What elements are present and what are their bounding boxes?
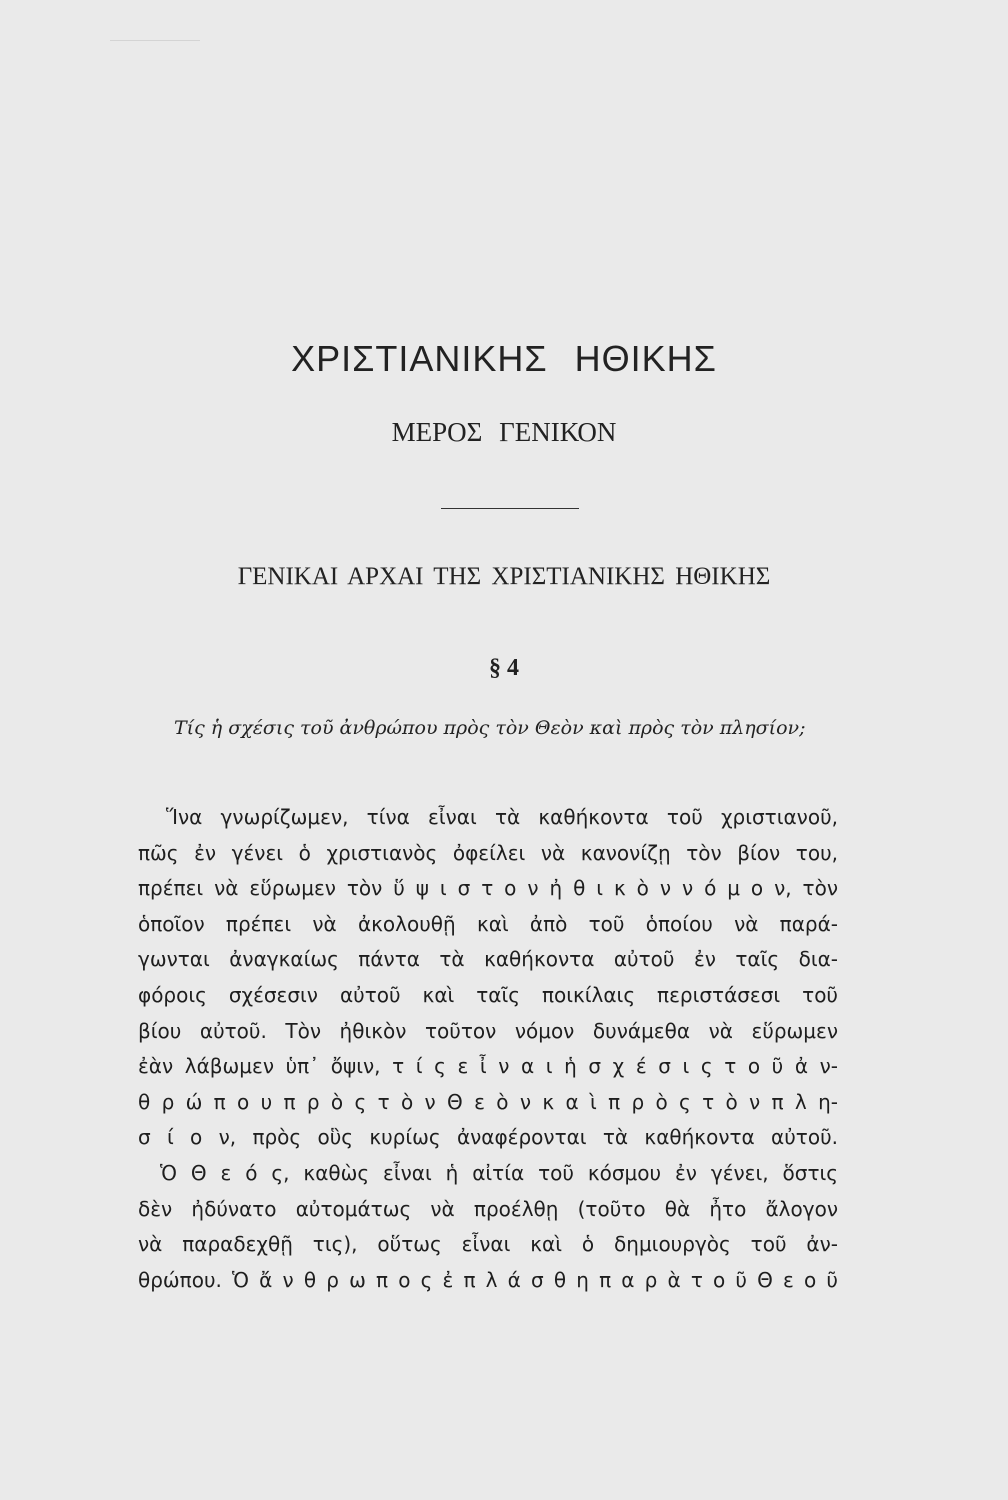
- section-mark: § 4: [489, 655, 519, 681]
- section-heading: ΓΕΝΙΚΑΙ ΑΡΧΑΙ ΤΗΣ ΧΡΙΣΤΙΑΝΙΚΗΣ ΗΘΙΚΗΣ: [237, 563, 771, 590]
- body-line: γωνται ἀναγκαίως πάντα τὰ καθήκοντα αὐτοῦ ἐν ταῖς δια-: [138, 947, 838, 972]
- body-line: πρέπει νὰ εὕρωμεν τὸν ὕ ψ ι σ τ ο ν ἠ θ ι κ ὸ ν ν ό μ ο ν, τὸν: [138, 876, 838, 901]
- body-line: σ ί ο ν, πρὸς οὓς κυρίως ἀναφέρονται τὰ καθήκοντα αὐτοῦ.: [138, 1125, 838, 1150]
- body-line: πῶς ἐν γένει ὁ χριστιανὸς ὀφείλει νὰ κανονίζῃ τὸν βίον του,: [138, 840, 838, 865]
- page-smudge: [110, 0, 200, 41]
- divider-rule: [441, 508, 579, 509]
- body-line: ἐὰν λάβωμεν ὑπ᾽ ὄψιν, τ ί ς ε ἶ ν α ι ἡ σ χ έ σ ι ς τ ο ῦ ἀ ν-: [138, 1054, 838, 1079]
- body-line: νὰ παραδεχθῇ τις), οὕτως εἶναι καὶ ὁ δημιουργὸς τοῦ ἀν-: [138, 1232, 838, 1257]
- document-title: ΧΡΙΣΤΙΑΝΙΚΗΣ ΗΘΙΚΗΣ: [291, 338, 717, 379]
- body-line: θρώπου. Ὁ ἄ ν θ ρ ω π ο ς ἐ π λ ά σ θ η π α ρ ὰ τ ο ῦ Θ ε ο ῦ: [138, 1267, 838, 1292]
- body-line: φόροις σχέσεσιν αὐτοῦ καὶ ταῖς ποικίλαις περιστάσεσι τοῦ: [138, 982, 838, 1007]
- body-line: θ ρ ώ π ο υ π ρ ὸ ς τ ὸ ν Θ ε ὸ ν κ α ὶ π ρ ὸ ς τ ὸ ν π λ η-: [138, 1089, 838, 1114]
- body-line: ὁποῖον πρέπει νὰ ἀκολουθῇ καὶ ἀπὸ τοῦ ὁποίου νὰ παρά-: [138, 911, 838, 936]
- body-line: βίου αὐτοῦ. Τὸν ἠθικὸν τοῦτον νόμον δυνάμεθα νὰ εὕρωμεν: [138, 1018, 838, 1043]
- section-question: Τίς ἡ σχέσις τοῦ ἀνθρώπου πρὸς τὸν Θεὸν καὶ πρὸς τὸν πλησίον;: [174, 717, 806, 739]
- body-line: δὲν ἠδύνατο αὐτομάτως νὰ προέλθῃ (τοῦτο θὰ ἦτο ἄλογον: [138, 1196, 838, 1221]
- body-line: Ὁ Θ ε ό ς, καθὼς εἶναι ἡ αἰτία τοῦ κόσμου ἐν γένει, ὅστις: [160, 1160, 838, 1185]
- document-subtitle: ΜΕΡΟΣ ΓΕΝΙΚΟΝ: [391, 417, 617, 447]
- body-text: [138, 800, 838, 1298]
- body-line: Ἵνα γνωρίζωμεν, τίνα εἶναι τὰ καθήκοντα τοῦ χριστιανοῦ,: [166, 805, 838, 829]
